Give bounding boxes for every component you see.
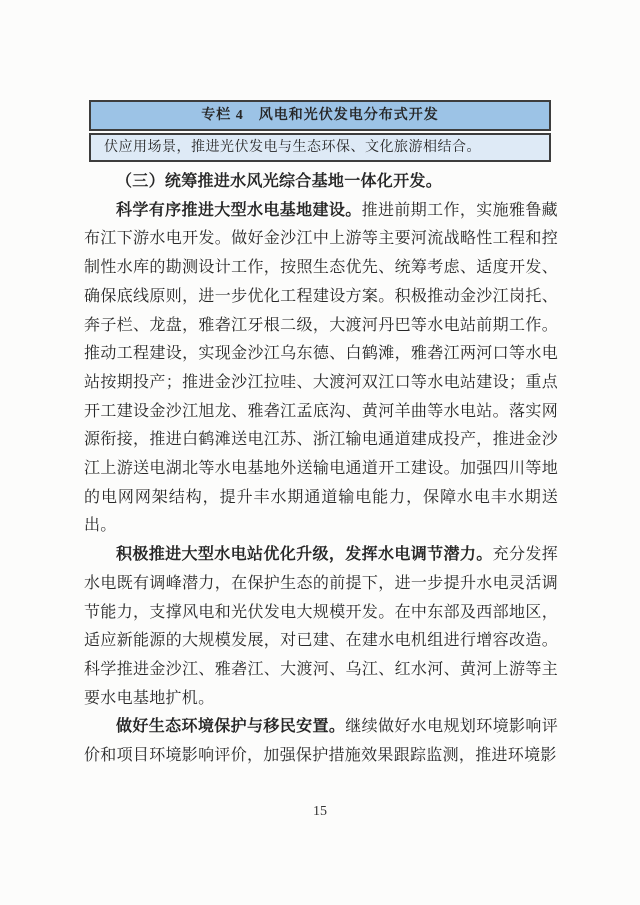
paragraph-2-text: 充分发挥水电既有调峰潜力，在保护生态的前提下，进一步提升水电灵活调节能力，支撑风电和光伏发电大规模开发。在中东部及西部地区，适应新能源的大规模发展，对已建、在建水电机组进行增容改造。科学推进金沙江、雅砻江、大渡河、乌江、红水河、黄河上游等主要水电基地扩机。 <box>84 546 558 707</box>
paragraph-2-lead: 积极推进大型水电站优化升级，发挥水电调节潜力。 <box>116 546 493 564</box>
paragraph-3 <box>84 713 558 770</box>
callout-box <box>89 100 551 162</box>
paragraph-3-text: 继续做好水电规划环境影响评价和项目环境影响评价，加强保护措施效果跟踪监测，推进环境影 <box>84 718 558 765</box>
paragraph-3-lead: 做好生态环境保护与移民安置。 <box>116 718 346 736</box>
callout-box-text: 伏应用场景，推进光伏发电与生态环保、文化旅游相结合。 <box>104 140 481 155</box>
paragraph-1-text: 推进前期工作，实施雅鲁藏布江下游水电开发。做好金沙江中上游等主要河流战略性工程和控制性水库的勘测设计工作，按照生态优先、统筹考虑、适度开发、确保底线原则，进一步优化工程建设方案。积极推动金沙江岗托、奔子栏、龙盘，雅砻江牙根二级，大渡河丹巴等水电站前期工作。推动工程建设，实现金沙江乌东德、白鹤滩，雅砻江两河口等水电站按期投产；推进金沙江拉哇、大渡河双江口等水电站建设；重点开工建设金沙江旭龙、雅砻江孟底沟、黄河羊曲等水电站。落实网源衔接，推进白鹤滩送电江苏、浙江输电通道建成投产，推进金沙江上游送电湖北等水电基地外送输电通道开工建设。加强四川等地的电网网架结构，提升丰水期通道输电能力，保障水电丰水期送出。 <box>84 201 558 535</box>
paragraph-2 <box>84 541 558 713</box>
paragraph-1-lead: 科学有序推进大型水电基地建设。 <box>116 201 362 219</box>
callout-box-title: 专栏 4 风电和光伏发电分布式开发 <box>201 108 439 123</box>
section-heading: （三）统筹推进水风光综合基地一体化开发。 <box>116 173 443 190</box>
paragraph-1 <box>84 197 558 541</box>
page-number: 15 <box>313 804 327 819</box>
callout-box-body <box>89 133 551 162</box>
callout-box-header <box>89 100 551 131</box>
document-content <box>84 168 558 771</box>
